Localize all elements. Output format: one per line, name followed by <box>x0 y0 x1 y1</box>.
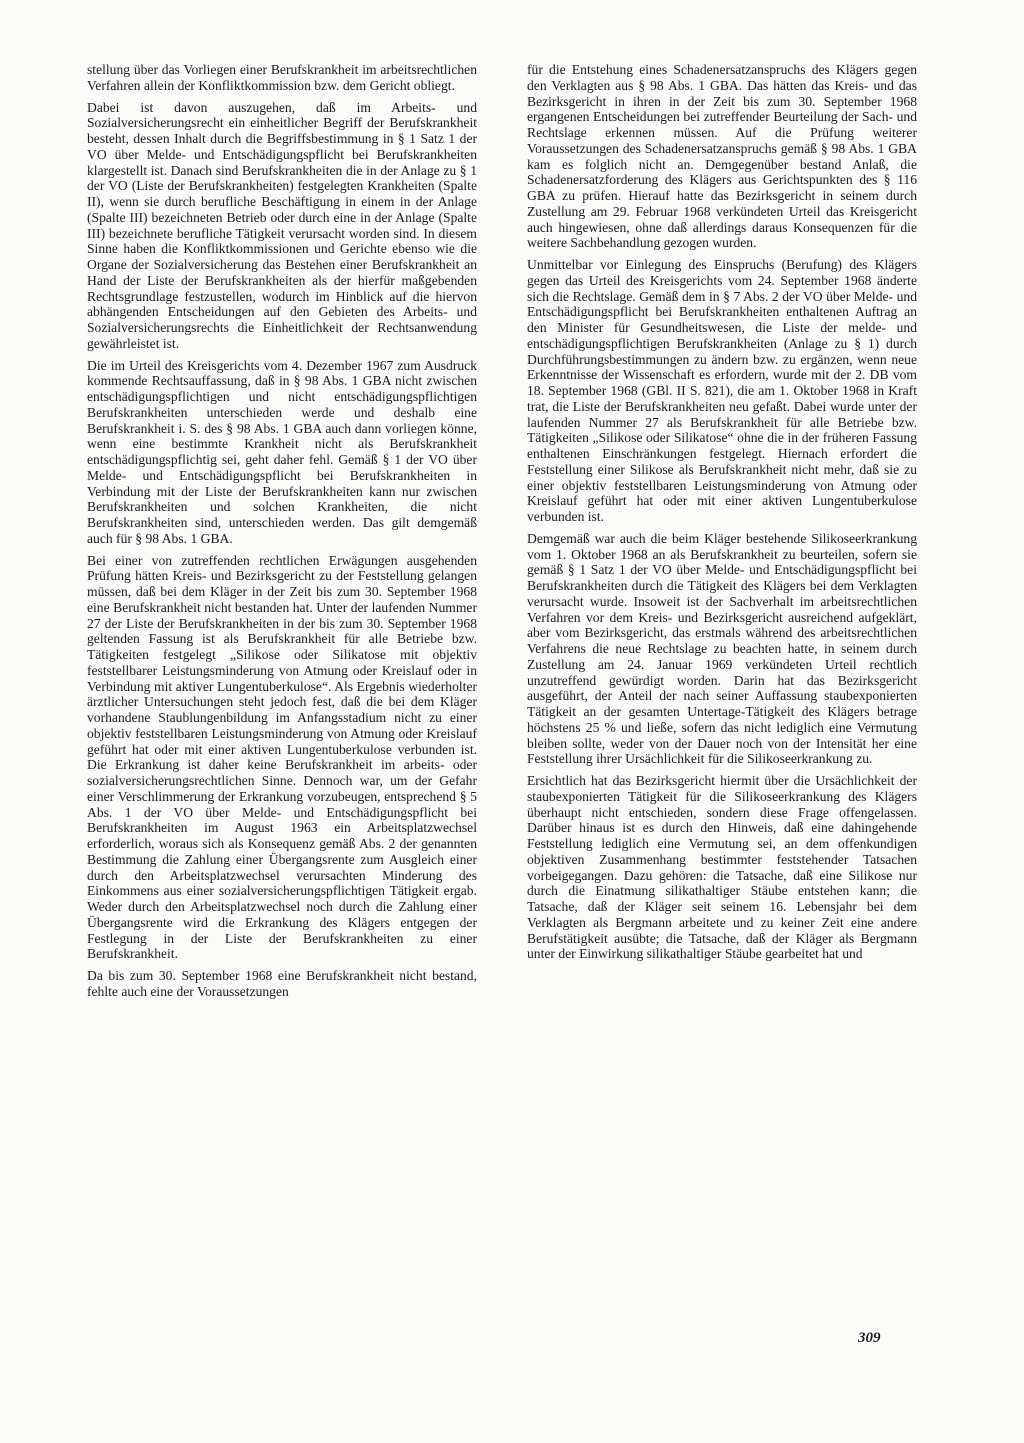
paragraph: Demgemäß war auch die beim Kläger bestehende Silikoseerkrankung vom 1. Oktober 1968 an als Berufskrankheit zu beurteilen, sofern sie gemäß § 1 Satz 1 der VO über Melde- und Entschädigungspflicht bei Berufskrankheiten durch die Tätigkeit des Klägers bei dem Verklagten verursacht wurde. Insoweit ist der Sachverhalt im arbeitsrechtlichen Verfahren vor dem Kreis- und Bezirksgericht ausreichend aufgeklärt, aber vom Bezirksgericht, das erstmals während des arbeitsrechtlichen Verfahrens die neue Rechtslage zu beachten hatte, in seinem durch Zustellung am 24. Januar 1969 verkündeten Urteil rechtlich unzutreffend gewürdigt worden. Darin hat das Bezirksgericht ausgeführt, der Anteil der nach seiner Auffassung staubexponierten Tätigkeit an der gesamten Untertage-Tätigkeit des Klägers betrage höchstens 25 % und ließe, sofern das nicht lediglich eine Vermutung bleiben sollte, weder von der Dauer noch von der Intensität her eine Feststellung ihrer Ursächlichkeit für die Silikoseerkrankung zu. <box>527 530 917 767</box>
paragraph: stellung über das Vorliegen einer Berufskrankheit im arbeitsrechtlichen Verfahren allein der Konfliktkommission bzw. dem Gericht obliegt. <box>87 62 477 93</box>
right-column <box>527 62 917 968</box>
paragraph: Dabei ist davon auszugehen, daß im Arbeits- und Sozialversicherungsrecht ein einheitlicher Begriff der Berufskrankheit besteht, dessen Inhalt durch die Begriffsbestimmung in § 1 Satz 1 der VO über Melde- und Entschädigungspflicht bei Berufskrankheiten klargestellt ist. Danach sind Berufskrankheiten die in der Anlage zu § 1 der VO (Liste der Berufskrankheiten) festgelegten Krankheiten (Spalte II), wenn sie durch berufliche Beschäftigung in einem in der Anlage (Spalte III) bezeichneten Betrieb oder durch eine in der Anlage (Spalte III) bezeichnete berufliche Tätigkeit verursacht worden sind. In diesem Sinne haben die Konfliktkommissionen und Gerichte ebenso wie die Organe der Sozialversicherung das Bestehen einer Berufskrankheit an Hand der Liste der Berufskrankheiten als der hierfür maßgebenden Rechtsgrundlage festzustellen, wodurch im Hinblick auf die hiervon abhängenden Entscheidungen auf den Gebieten des Arbeits- und Sozialversicherungsrechts die Einheitlichkeit der Rechtsanwendung gewährleistet ist. <box>87 99 477 351</box>
page-number: 309 <box>858 1330 881 1346</box>
left-column <box>87 62 477 1006</box>
paragraph: Ersichtlich hat das Bezirksgericht hiermit über die Ursächlichkeit der staubexponierten Tätigkeit für die Silikoseerkrankung des Klägers überhaupt nicht entschieden, sondern diese Frage offengelassen. Darüber hinaus ist es durch den Hinweis, daß eine dahingehende Feststellung lediglich eine Vermutung sei, an dem offenkundigen objektiven Zusammenhang bestimmter feststehender Tatsachen vorbeigegangen. Dazu gehören: die Tatsache, daß eine Silikose nur durch die Einatmung silikathaltiger Stäube entstehen kann; die Tatsache, daß der Kläger seit seinem 16. Lebensjahr bei dem Verklagten als Bergmann arbeitete und zu keiner Zeit eine andere Berufstätigkeit ausübte; die Tatsache, daß der Kläger als Bergmann unter der Einwirkung silikathaltiger Stäube gearbeitet hat und <box>527 773 917 962</box>
paragraph: für die Entstehung eines Schadenersatzanspruchs des Klägers gegen den Verklagten aus § 98 Abs. 1 GBA. Das hätten das Kreis- und das Bezirksgericht in ihren in der Zeit bis zum 30. September 1968 ergangenen Entscheidungen bei zutreffender Beurteilung der Sach- und Rechtslage erkennen müssen. Auf die Prüfung weiterer Voraussetzungen des Schadenersatzanspruchs gemäß § 98 Abs. 1 GBA kam es folglich nicht an. Demgegenüber bestand Anlaß, die Schadenersatzforderung des Klägers aus Gerichtspunkten des § 116 GBA zu prüfen. Hierauf hatte das Bezirksgericht in seinem durch Zustellung am 29. Februar 1968 verkündeten Urteil das Kreisgericht auch hingewiesen, ohne daß allerdings daraus Konsequenzen für die weitere Sachbehandlung gezogen wurden. <box>527 62 917 251</box>
paragraph: Bei einer von zutreffenden rechtlichen Erwägungen ausgehenden Prüfung hätten Kreis- und Bezirksgericht zu der Feststellung gelangen müssen, daß bei dem Kläger in der Zeit bis zum 30. September 1968 eine Berufskrankheit nicht bestanden hat. Unter der laufenden Nummer 27 der Liste der Berufskrankheiten in der bis zum 30. September 1968 geltenden Fassung ist als Berufskrankheit für alle Betriebe bzw. Tätigkeiten festgelegt „Silikose oder Silikatose mit objektiv feststellbarer Leistungsminderung von Atmung oder Kreislauf oder in Verbindung mit aktiver Lungentuberkulose“. Als Ergebnis wiederholter ärztlicher Untersuchungen steht jedoch fest, daß die bei dem Kläger vorhandene Staublungenbildung im Anfangsstadium nicht zu einer objektiv feststellbaren Leistungsminderung von Atmung oder Kreislauf geführt hat oder mit einer aktiven Lungentuberkulose verbunden ist. Die Erkrankung ist daher keine Berufskrankheit im arbeits- oder sozialversicherungsrechtlichen Sinne. Dennoch war, um der Gefahr einer Verschlimmerung der Erkrankung vorzubeugen, entsprechend § 5 Abs. 1 der VO über Melde- und Entschädigungspflicht bei Berufskrankheiten im August 1963 ein Arbeitsplatzwechsel erforderlich, woraus sich als Konsequenz gemäß Abs. 2 der genannten Bestimmung die Zahlung einer Übergangsrente zum Ausgleich einer durch den Arbeitsplatzwechsel verursachten Minderung des Einkommens aus einer sozialversicherungspflichtigen Tätigkeit ergab. Weder durch den Arbeitsplatzwechsel noch durch die Zahlung einer Übergangsrente wird die Erkrankung des Klägers entgegen der Festlegung in der Liste der Berufskrankheiten zu einer Berufskrankheit. <box>87 552 477 962</box>
paragraph: Die im Urteil des Kreisgerichts vom 4. Dezember 1967 zum Ausdruck kommende Rechtsauffassung, daß in § 98 Abs. 1 GBA nicht zwischen entschädigungspflichtigen und nicht entschädigungspflichtigen Berufskrankheiten unterschieden werde und deshalb eine Berufskrankheit i. S. des § 98 Abs. 1 GBA auch dann vorliegen könne, wenn eine bestimmte Krankheit nicht als Berufskrankheit entschädigungspflichtig sei, geht daher fehl. Gemäß § 1 der VO über Melde- und Entschädigungspflicht bei Berufskrankheiten in Verbindung mit der Liste der Berufskrankheiten kann nur zwischen Berufskrankheiten und solchen Krankheiten, die nicht Berufskrankheiten sind, unterschieden werden. Das gilt demgemäß auch für § 98 Abs. 1 GBA. <box>87 357 477 546</box>
paragraph: Unmittelbar vor Einlegung des Einspruchs (Berufung) des Klägers gegen das Urteil des Kreisgerichts vom 24. September 1968 änderte sich die Rechtslage. Gemäß dem in § 7 Abs. 2 der VO über Melde- und Entschädigungspflicht bei Berufskrankheiten enthaltenen Auftrag an den Minister für Gesundheitswesen, die Liste der melde- und entschädigungspflichtigen Berufskrankheiten (Anlage zu § 1) durch Durchführungsbestimmungen zu ändern bzw. zu ergänzen, wenn neue Erkenntnisse der Wissenschaft es erfordern, wurde mit der 2. DB vom 18. September 1968 (GBl. II S. 821), die am 1. Oktober 1968 in Kraft trat, die Liste der Berufskrankheiten neu gefaßt. Dabei wurde unter der laufenden Nummer 27 als Berufskrankheit für alle Betriebe bzw. Tätigkeiten „Silikose oder Silikatose“ ohne die in der früheren Fassung enthaltenen Einschränkungen festgelegt. Hiernach erfordert die Feststellung einer Silikose als Berufskrankheit nicht mehr, daß sie zu einer objektiv feststellbaren Leistungsminderung von Atmung oder Kreislauf geführt hat oder mit einer aktiven Lungentuberkulose verbunden ist. <box>527 257 917 524</box>
paragraph: Da bis zum 30. September 1968 eine Berufskrankheit nicht bestand, fehlte auch eine der Voraussetzungen <box>87 968 477 999</box>
